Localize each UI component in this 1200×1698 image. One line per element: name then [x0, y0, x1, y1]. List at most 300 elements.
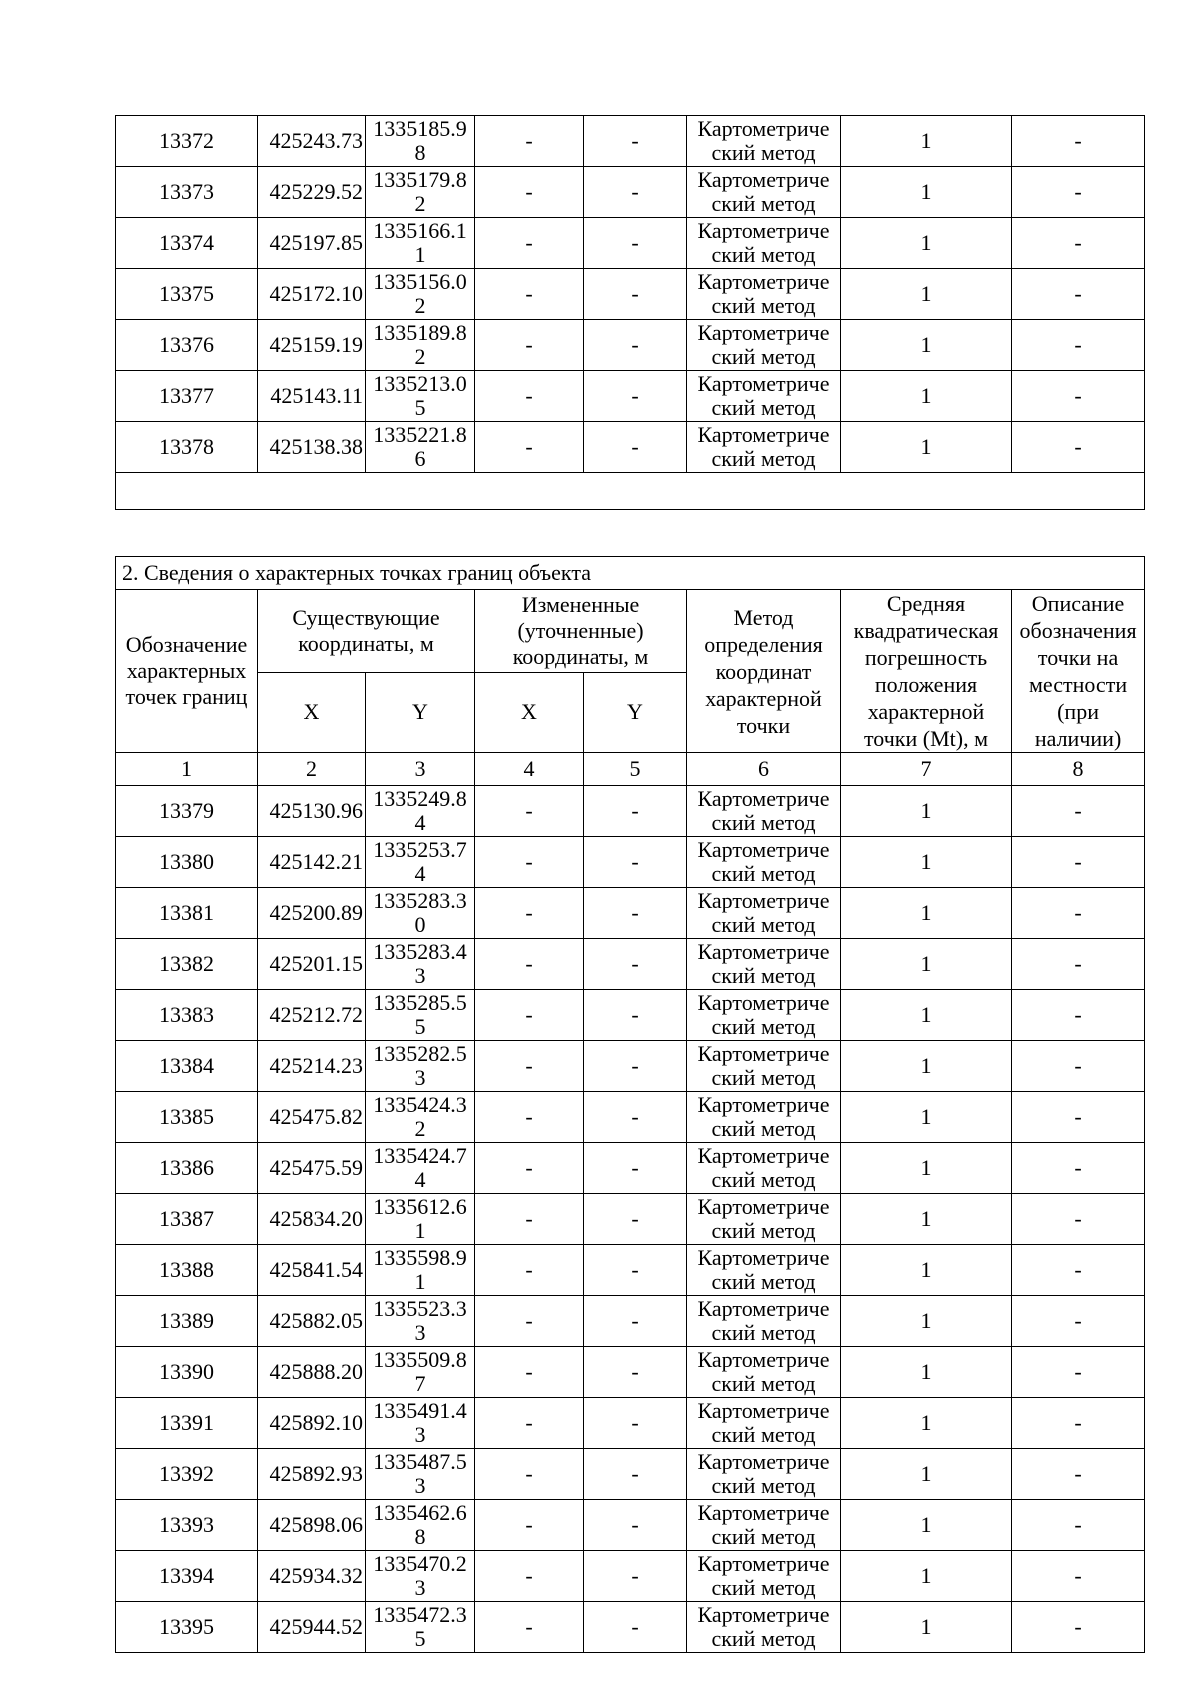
coord-x: 425197.85	[258, 218, 366, 269]
coord-y	[366, 116, 475, 167]
mt-value: 1	[841, 939, 1012, 990]
table-row	[116, 1194, 1145, 1245]
coord-y-line2: 1	[414, 242, 426, 267]
point-id: 13373	[116, 167, 258, 218]
coord-x: 425934.32	[258, 1551, 366, 1602]
new-coord-x: -	[475, 371, 584, 422]
table-row	[116, 1449, 1145, 1500]
method-line2: ский метод	[711, 1524, 816, 1549]
new-coord-y: -	[584, 1551, 687, 1602]
mt-value: 1	[841, 786, 1012, 837]
table-row	[116, 1041, 1145, 1092]
coord-y-line2: 8	[414, 1524, 426, 1549]
new-coord-x: -	[475, 1092, 584, 1143]
new-coord-y: -	[584, 1449, 687, 1500]
method-line1: Картометриче	[697, 786, 830, 811]
new-coord-y: -	[584, 1245, 687, 1296]
point-id: 13387	[116, 1194, 258, 1245]
coord-y-line1: 1335249.8	[373, 786, 467, 811]
point-description: -	[1012, 786, 1145, 837]
point-id: 13394	[116, 1551, 258, 1602]
point-id: 13374	[116, 218, 258, 269]
coord-y-line2: 3	[414, 1320, 426, 1345]
coord-y	[366, 320, 475, 371]
coord-y-line2: 2	[414, 344, 426, 369]
table-row	[116, 1398, 1145, 1449]
method-line1: Картометриче	[697, 1296, 830, 1321]
header-description: Описание обозначения точки на местности (при наличии)	[1012, 590, 1145, 753]
new-coord-x: -	[475, 1245, 584, 1296]
coord-y-line2: 4	[414, 1167, 426, 1192]
point-id: 13380	[116, 837, 258, 888]
method-line2: ский метод	[711, 1014, 816, 1039]
coord-y	[366, 990, 475, 1041]
new-coord-x: -	[475, 422, 584, 473]
method-line2: ский метод	[711, 293, 816, 318]
coord-y-line1: 1335285.5	[373, 990, 467, 1015]
new-coord-x: -	[475, 1194, 584, 1245]
method-line1: Картометриче	[697, 1398, 830, 1423]
point-description: -	[1012, 990, 1145, 1041]
mt-value: 1	[841, 218, 1012, 269]
method-line1: Картометриче	[697, 1551, 830, 1576]
coord-y-line2: 7	[414, 1371, 426, 1396]
method-line1: Картометриче	[697, 167, 830, 192]
table-row	[116, 1092, 1145, 1143]
new-coord-y: -	[584, 990, 687, 1041]
table-title-row	[116, 557, 1145, 590]
table-row	[116, 1551, 1145, 1602]
new-coord-x: -	[475, 888, 584, 939]
coord-x: 425841.54	[258, 1245, 366, 1296]
method-line2: ский метод	[711, 191, 816, 216]
coord-x: 425898.06	[258, 1500, 366, 1551]
table-row	[116, 320, 1145, 371]
coord-y	[366, 1245, 475, 1296]
coord-x: 425172.10	[258, 269, 366, 320]
method-line1: Картометриче	[697, 939, 830, 964]
point-id: 13393	[116, 1500, 258, 1551]
point-id: 13376	[116, 320, 258, 371]
coord-y-line2: 4	[414, 861, 426, 886]
coord-y-line2: 3	[414, 1422, 426, 1447]
method-line1: Картометриче	[697, 320, 830, 345]
coord-y-line1: 1335253.7	[373, 837, 467, 862]
empty-cell	[116, 473, 1145, 510]
new-coord-y: -	[584, 218, 687, 269]
coord-y-line1: 1335424.7	[373, 1143, 467, 1168]
table-row	[116, 837, 1145, 888]
coord-x: 425212.72	[258, 990, 366, 1041]
method	[687, 1092, 841, 1143]
new-coord-x: -	[475, 1347, 584, 1398]
column-number: 5	[584, 753, 687, 786]
method	[687, 1041, 841, 1092]
new-coord-y: -	[584, 116, 687, 167]
header-designation: Обозначение характерных точек границ	[116, 590, 258, 753]
method	[687, 1296, 841, 1347]
new-coord-y: -	[584, 320, 687, 371]
coord-y-line1: 1335424.3	[373, 1092, 467, 1117]
new-coord-y: -	[584, 786, 687, 837]
coord-x: 425892.10	[258, 1398, 366, 1449]
column-number: 2	[258, 753, 366, 786]
new-coord-x: -	[475, 786, 584, 837]
coord-y	[366, 422, 475, 473]
new-coord-x: -	[475, 1143, 584, 1194]
coord-x: 425888.20	[258, 1347, 366, 1398]
coord-y-line1: 1335283.3	[373, 888, 467, 913]
header-changed: Измененные (уточненные) координаты, м	[475, 590, 687, 673]
point-description: -	[1012, 1551, 1145, 1602]
coord-y-line2: 8	[414, 140, 426, 165]
method	[687, 320, 841, 371]
point-description: -	[1012, 1143, 1145, 1194]
mt-value: 1	[841, 990, 1012, 1041]
mt-value: 1	[841, 1602, 1012, 1653]
method-line2: ский метод	[711, 1065, 816, 1090]
coord-y-line2: 4	[414, 810, 426, 835]
method	[687, 1194, 841, 1245]
mt-value: 1	[841, 422, 1012, 473]
coord-y	[366, 1092, 475, 1143]
coord-y	[366, 888, 475, 939]
coord-y-line2: 3	[414, 1575, 426, 1600]
coord-y-line2: 1	[414, 1218, 426, 1243]
coord-y	[366, 1194, 475, 1245]
method	[687, 1245, 841, 1296]
point-id: 13386	[116, 1143, 258, 1194]
table-row	[116, 786, 1145, 837]
coord-x: 425834.20	[258, 1194, 366, 1245]
mt-value: 1	[841, 888, 1012, 939]
method-line2: ский метод	[711, 344, 816, 369]
coord-y	[366, 1041, 475, 1092]
method-line1: Картометриче	[697, 1500, 830, 1525]
point-description: -	[1012, 422, 1145, 473]
coord-y-line1: 1335213.0	[373, 371, 467, 396]
column-number: 6	[687, 753, 841, 786]
new-coord-x: -	[475, 1296, 584, 1347]
method-line1: Картометриче	[697, 371, 830, 396]
method	[687, 888, 841, 939]
coord-y	[366, 786, 475, 837]
method-line1: Картометриче	[697, 422, 830, 447]
new-coord-y: -	[584, 1398, 687, 1449]
coord-y-line2: 6	[414, 446, 426, 471]
new-coord-y: -	[584, 1602, 687, 1653]
point-id: 13381	[116, 888, 258, 939]
coord-y	[366, 218, 475, 269]
method-line2: ский метод	[711, 1626, 816, 1651]
new-coord-x: -	[475, 1041, 584, 1092]
mt-value: 1	[841, 116, 1012, 167]
coord-y	[366, 269, 475, 320]
method	[687, 1347, 841, 1398]
method	[687, 837, 841, 888]
coord-x: 425130.96	[258, 786, 366, 837]
new-coord-x: -	[475, 1602, 584, 1653]
coord-y-line2: 2	[414, 191, 426, 216]
coord-y-line1: 1335462.6	[373, 1500, 467, 1525]
coord-y-line1: 1335156.0	[373, 269, 467, 294]
method-line1: Картометриче	[697, 1449, 830, 1474]
method	[687, 1449, 841, 1500]
coord-y-line2: 3	[414, 1065, 426, 1090]
header-x-existing: X	[258, 672, 366, 752]
new-coord-y: -	[584, 167, 687, 218]
new-coord-x: -	[475, 167, 584, 218]
point-id: 13382	[116, 939, 258, 990]
coord-y-line1: 1335470.2	[373, 1551, 467, 1576]
method-line1: Картометриче	[697, 116, 830, 141]
table-row	[116, 116, 1145, 167]
method-line2: ский метод	[711, 395, 816, 420]
coord-y-line2: 5	[414, 1014, 426, 1039]
method	[687, 939, 841, 990]
new-coord-y: -	[584, 1500, 687, 1551]
coord-y-line2: 3	[414, 963, 426, 988]
column-number: 7	[841, 753, 1012, 786]
coord-x: 425475.59	[258, 1143, 366, 1194]
header-x-changed: X	[475, 672, 584, 752]
table-row	[116, 1500, 1145, 1551]
coord-y	[366, 1143, 475, 1194]
point-id: 13383	[116, 990, 258, 1041]
coord-x: 425143.11	[258, 371, 366, 422]
method-line2: ский метод	[711, 1320, 816, 1345]
coord-y	[366, 1602, 475, 1653]
method-line2: ский метод	[711, 810, 816, 835]
method-line2: ский метод	[711, 140, 816, 165]
coord-y-line1: 1335283.4	[373, 939, 467, 964]
method	[687, 218, 841, 269]
header-error: Средняя квадратическая погрешность положения характерной точки (Mt), м	[841, 590, 1012, 753]
method-line1: Картометриче	[697, 218, 830, 243]
header-existing: Существующие координаты, м	[258, 590, 475, 673]
coord-y	[366, 1296, 475, 1347]
point-description: -	[1012, 1245, 1145, 1296]
table-row	[116, 939, 1145, 990]
point-id: 13389	[116, 1296, 258, 1347]
coord-y-line2: 3	[414, 1473, 426, 1498]
point-id: 13388	[116, 1245, 258, 1296]
mt-value: 1	[841, 1296, 1012, 1347]
method	[687, 167, 841, 218]
coord-y-line1: 1335612.6	[373, 1194, 467, 1219]
coord-y	[366, 1500, 475, 1551]
new-coord-x: -	[475, 218, 584, 269]
coord-x: 425214.23	[258, 1041, 366, 1092]
mt-value: 1	[841, 1398, 1012, 1449]
mt-value: 1	[841, 1500, 1012, 1551]
new-coord-y: -	[584, 371, 687, 422]
table-row	[116, 1347, 1145, 1398]
coord-y-line2: 1	[414, 1269, 426, 1294]
header-method: Метод определения координат характерной точки	[687, 590, 841, 753]
coord-y	[366, 1347, 475, 1398]
coord-y-line1: 1335523.3	[373, 1296, 467, 1321]
header-y-changed: Y	[584, 672, 687, 752]
method-line2: ский метод	[711, 1473, 816, 1498]
coord-y	[366, 1551, 475, 1602]
empty-row	[116, 473, 1145, 510]
new-coord-y: -	[584, 1194, 687, 1245]
method	[687, 269, 841, 320]
table-title: 2. Сведения о характерных точках границ объекта	[116, 557, 1145, 590]
coord-x: 425201.15	[258, 939, 366, 990]
point-description: -	[1012, 116, 1145, 167]
method-line2: ский метод	[711, 912, 816, 937]
table2-rows	[116, 786, 1145, 1653]
coord-x: 425142.21	[258, 837, 366, 888]
column-number: 3	[366, 753, 475, 786]
mt-value: 1	[841, 167, 1012, 218]
new-coord-y: -	[584, 837, 687, 888]
coord-y	[366, 1398, 475, 1449]
points-table-continued	[115, 115, 1145, 510]
mt-value: 1	[841, 1092, 1012, 1143]
point-id: 13390	[116, 1347, 258, 1398]
mt-value: 1	[841, 1194, 1012, 1245]
point-description: -	[1012, 1449, 1145, 1500]
method-line2: ский метод	[711, 1167, 816, 1192]
new-coord-y: -	[584, 1347, 687, 1398]
coord-y-line1: 1335189.8	[373, 320, 467, 345]
method	[687, 1602, 841, 1653]
method-line1: Картометриче	[697, 1245, 830, 1270]
coord-x: 425475.82	[258, 1092, 366, 1143]
method-line1: Картометриче	[697, 1194, 830, 1219]
new-coord-y: -	[584, 888, 687, 939]
method-line1: Картометриче	[697, 888, 830, 913]
new-coord-x: -	[475, 1551, 584, 1602]
method-line1: Картометриче	[697, 990, 830, 1015]
method-line2: ский метод	[711, 1218, 816, 1243]
new-coord-y: -	[584, 1041, 687, 1092]
mt-value: 1	[841, 1449, 1012, 1500]
coord-y-line1: 1335166.1	[373, 218, 467, 243]
coord-x: 425159.19	[258, 320, 366, 371]
table-row	[116, 1296, 1145, 1347]
coord-y	[366, 167, 475, 218]
new-coord-x: -	[475, 990, 584, 1041]
new-coord-x: -	[475, 939, 584, 990]
method-line2: ский метод	[711, 1422, 816, 1447]
method-line2: ский метод	[711, 1269, 816, 1294]
new-coord-y: -	[584, 1296, 687, 1347]
coord-y-line1: 1335221.8	[373, 422, 467, 447]
mt-value: 1	[841, 1143, 1012, 1194]
method	[687, 1143, 841, 1194]
point-description: -	[1012, 1602, 1145, 1653]
coord-x: 425882.05	[258, 1296, 366, 1347]
column-number: 8	[1012, 753, 1145, 786]
mt-value: 1	[841, 371, 1012, 422]
method-line2: ский метод	[711, 242, 816, 267]
method-line1: Картометриче	[697, 269, 830, 294]
coord-x: 425944.52	[258, 1602, 366, 1653]
table-row	[116, 1245, 1145, 1296]
new-coord-x: -	[475, 116, 584, 167]
mt-value: 1	[841, 837, 1012, 888]
method	[687, 422, 841, 473]
coord-y	[366, 1449, 475, 1500]
new-coord-y: -	[584, 1143, 687, 1194]
point-id: 13379	[116, 786, 258, 837]
point-description: -	[1012, 837, 1145, 888]
new-coord-y: -	[584, 1092, 687, 1143]
mt-value: 1	[841, 1041, 1012, 1092]
coord-x: 425229.52	[258, 167, 366, 218]
column-number-row	[116, 753, 1145, 786]
method	[687, 1551, 841, 1602]
point-description: -	[1012, 320, 1145, 371]
coord-y-line2: 2	[414, 1116, 426, 1141]
coord-y-line1: 1335472.3	[373, 1602, 467, 1627]
point-id: 13384	[116, 1041, 258, 1092]
point-description: -	[1012, 1347, 1145, 1398]
point-id: 13391	[116, 1398, 258, 1449]
point-description: -	[1012, 888, 1145, 939]
point-description: -	[1012, 939, 1145, 990]
column-number: 1	[116, 753, 258, 786]
method	[687, 990, 841, 1041]
points-table	[115, 556, 1145, 1653]
table-row	[116, 422, 1145, 473]
method	[687, 1500, 841, 1551]
method-line2: ский метод	[711, 1575, 816, 1600]
point-id: 13392	[116, 1449, 258, 1500]
method-line1: Картометриче	[697, 1602, 830, 1627]
mt-value: 1	[841, 1551, 1012, 1602]
coord-y-line1: 1335487.5	[373, 1449, 467, 1474]
point-id: 13372	[116, 116, 258, 167]
new-coord-x: -	[475, 269, 584, 320]
table-row	[116, 371, 1145, 422]
new-coord-x: -	[475, 837, 584, 888]
point-id: 13378	[116, 422, 258, 473]
coord-y-line2: 5	[414, 395, 426, 420]
method-line1: Картометриче	[697, 1347, 830, 1372]
method-line2: ский метод	[711, 861, 816, 886]
header-row	[116, 590, 1145, 673]
method-line2: ский метод	[711, 446, 816, 471]
mt-value: 1	[841, 320, 1012, 371]
mt-value: 1	[841, 269, 1012, 320]
point-id: 13385	[116, 1092, 258, 1143]
table1-body	[116, 116, 1145, 510]
method	[687, 1398, 841, 1449]
coord-y	[366, 939, 475, 990]
coord-y-line2: 0	[414, 912, 426, 937]
point-description: -	[1012, 1296, 1145, 1347]
new-coord-x: -	[475, 1449, 584, 1500]
new-coord-x: -	[475, 1500, 584, 1551]
table-row	[116, 1143, 1145, 1194]
new-coord-y: -	[584, 939, 687, 990]
coord-y-line1: 1335491.4	[373, 1398, 467, 1423]
coord-y-line1: 1335185.9	[373, 116, 467, 141]
coord-y	[366, 371, 475, 422]
coord-y-line1: 1335282.5	[373, 1041, 467, 1066]
coord-y-line2: 2	[414, 293, 426, 318]
new-coord-y: -	[584, 422, 687, 473]
column-number: 4	[475, 753, 584, 786]
point-description: -	[1012, 1092, 1145, 1143]
point-id: 13377	[116, 371, 258, 422]
point-description: -	[1012, 167, 1145, 218]
